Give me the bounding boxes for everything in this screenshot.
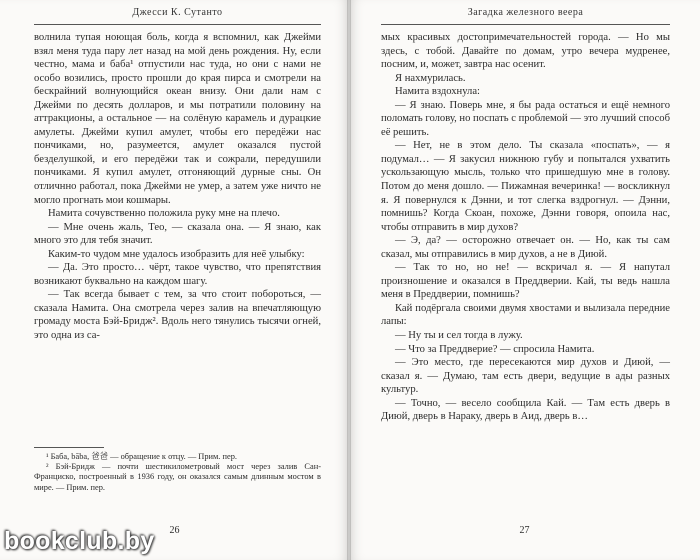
right-paragraph: мых красивых достопримечательностей города. — Но мы здесь, с тобой. Давайте по домам, утро вечера мудренее, посним, и, может, завтра нас осенит.: [381, 32, 670, 71]
right-paragraph: Намита вздохнула:: [395, 86, 480, 98]
left-page: [0, 0, 349, 560]
right-page: [349, 0, 700, 560]
left-paragraph: — Да. Это просто… чёрт, такое чувство, что препятствия возникают буквально на каждом шагу.: [34, 262, 321, 287]
right-paragraph: — Так то но, но не! — вскричал я. — Я напутал произношение и оказался в Преддверии. Кай, ты ведь нашла меня в Преддверии, помнишь?: [381, 262, 670, 301]
left-paragraph: Намита сочувственно положила руку мне на плечо.: [48, 208, 280, 220]
right-body-text: [381, 31, 670, 424]
watermark-logo: bookclub.by: [4, 527, 155, 555]
right-paragraph: Я нахмурилась.: [395, 72, 466, 84]
left-running-header: Джесси К. Сутанто: [132, 7, 223, 18]
left-paragraph: — Так всегда бывает с тем, за что стоит побороться, — сказала Намита. Она смотрела через залив на впечатляющую громаду моста Бэй-Бридж². Вдоль него тянулись тысячи огней, это одна из са-: [34, 289, 321, 342]
right-paragraph: — Ну ты и сел тогда в лужу.: [395, 330, 523, 342]
right-paragraph: — Я знаю. Поверь мне, я бы рада остаться и ещё немного поломать голову, но поспать с проблемой — это лучший способ её решить.: [381, 99, 670, 138]
left-paragraph: волнила тупая ноющая боль, когда я вспомнил, как Джейми взял меня туда пару лет назад на мой день рождения. Ну, если честно, мама и баба¹ отпустили нас туда, но они с нами не особо возились, просто прошли до края пирса и смотрели на бескрайний волнующийся океан внизу. Они дали нам с Джейми по десять долларов, и мы потратили половину на аттракционы, а остальное — на солёную карамель и дурацкие амулеты. Джейми купил амулет, чтобы его передёжи нас пончиками, но, разумеется, амулет оказался пустой безделушкой, и его передёжи так и сожрали, передушили пончиками. Я купил амулет, отгоняющий дурные сны. Он отличнно работал, пока Джейми не умер, а затем уже ничто не могло прогнать мои кошмары.: [34, 32, 321, 206]
right-header-rule: [381, 24, 670, 25]
left-header-rule: [34, 24, 321, 25]
left-body-text: [34, 31, 321, 343]
right-paragraph: — Э, да? — осторожно отвечает он. — Но, как ты сам сказал, мы отправились в мир духов, а не в Диюй.: [381, 235, 670, 260]
right-paragraph: — Что за Преддверие? — спросила Намита.: [395, 343, 595, 355]
footnote: ¹ Баба, bāba, 爸爸 — обращение к отцу. — Прим. пер.: [46, 452, 237, 461]
right-paragraph: — Это место, где пересекаются мир духов и Диюй, — сказал я. — Думаю, там есть двери, ведущие в ады разных культур.: [381, 357, 670, 396]
left-paragraph: — Мне очень жаль, Тео, — сказала она. — Я знаю, как много это для тебя значит.: [34, 221, 321, 247]
right-page-number: 27: [519, 525, 530, 536]
book-spine-shadow: [347, 0, 351, 560]
footnote-separator: [34, 447, 104, 448]
footnotes: [34, 447, 321, 493]
footnote: ² Бэй-Бридж — почти шестикилометровый мост через залив Сан-Франциско, построенный в 1936 году, он оказался самым длинным мостом в мире. — Прим. пер.: [34, 462, 321, 492]
right-running-header: Загадка железного веера: [467, 7, 584, 18]
right-paragraph: Кай подёргала своими двумя хвостами и вылизала передние лапы:: [381, 302, 670, 328]
left-page-number: 26: [169, 525, 180, 536]
left-paragraph: Каким-то чудом мне удалось изобразить для неё улыбку:: [48, 248, 305, 260]
right-paragraph: — Точно, — весело сообщила Кай. — Там есть дверь в Диюй, дверь в Нараку, дверь в Аид, дверь в…: [381, 397, 670, 423]
right-paragraph: — Нет, не в этом дело. Ты сказала «поспать», — я подумал… — Я закусил нижнюю губу и попытался ухватить ускользающую мысль, только что пришедшую мне в голову. Потом до меня дошло. — Пижамная вечеринка! — воскликнул я. Я повернулся к Дэнни, и тот слегка вздрогнул. — Дэнни, помнишь? Когда Скоан, похоже, Дэнни говоря, опоила нас, чтобы отправить в мир духов?: [381, 140, 670, 233]
